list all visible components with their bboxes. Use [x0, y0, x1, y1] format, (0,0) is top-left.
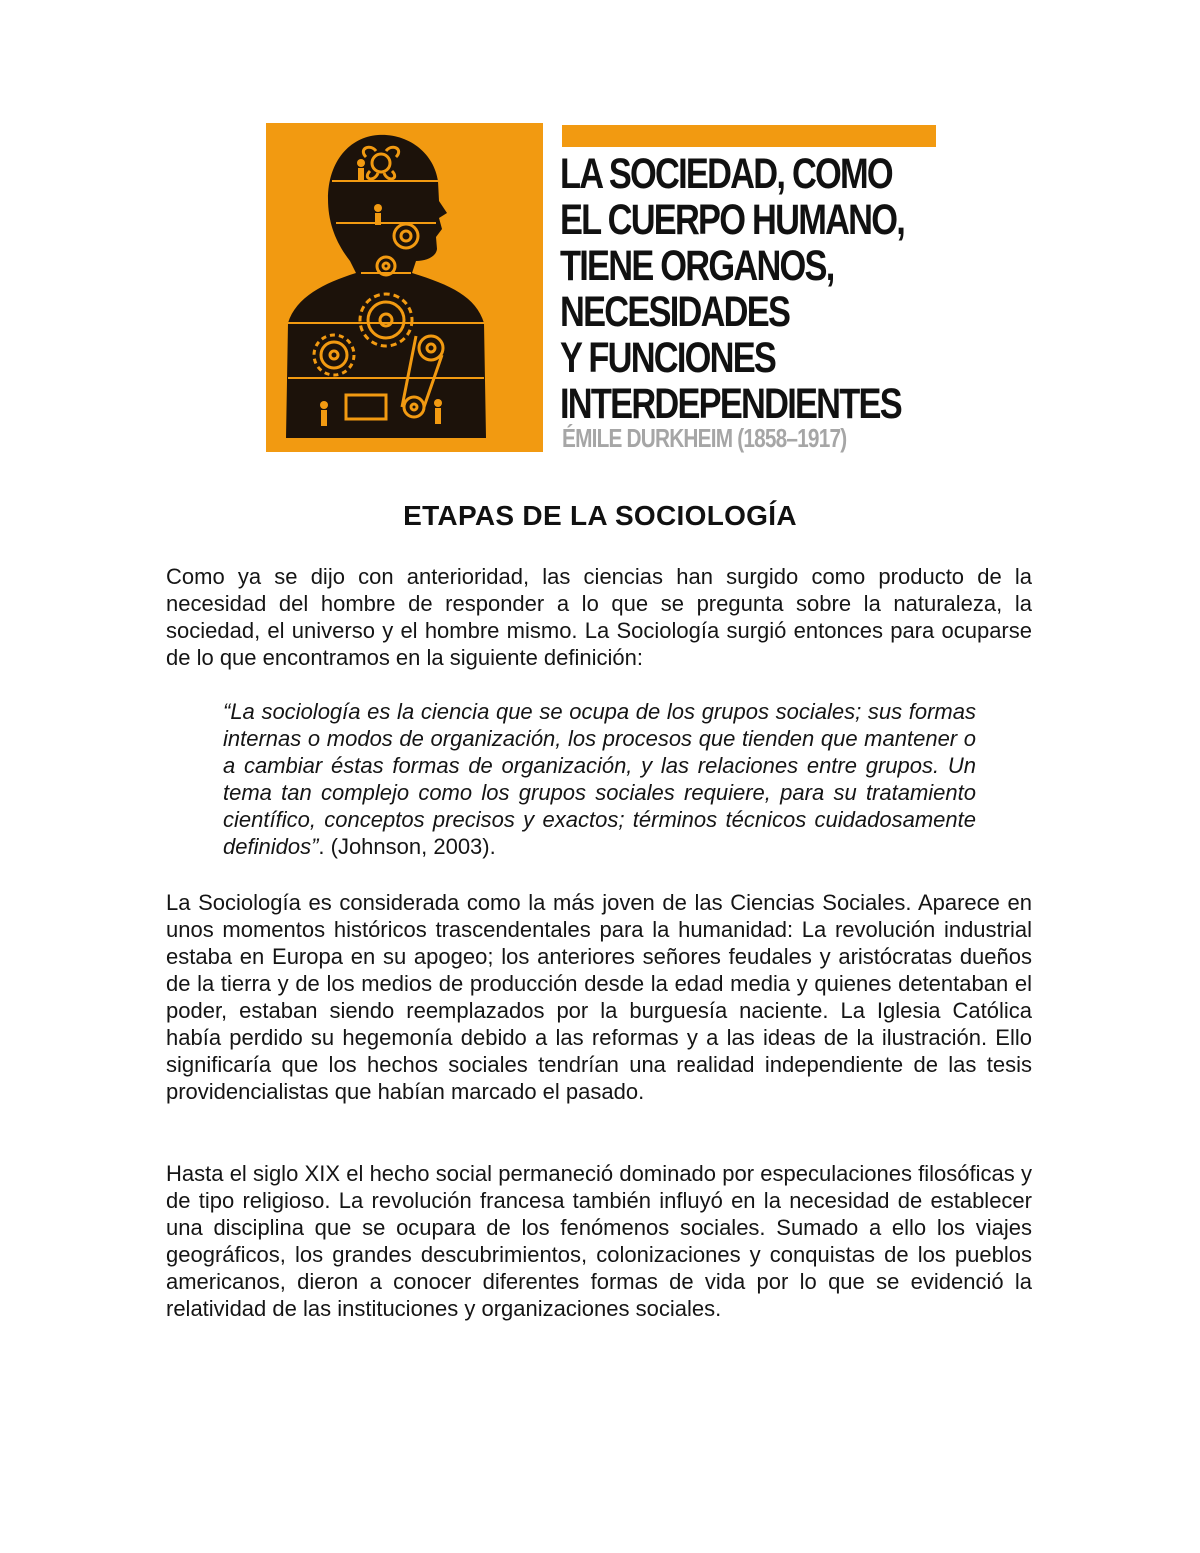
body-gears-illustration — [266, 123, 543, 452]
paragraph-intro: Como ya se dijo con anterioridad, las ciencias han surgido como producto de la necesidad del hombre de responder a lo que se pregunta sobre la naturaleza, la sociedad, el universo y el hombre mismo. La Sociología surgió entonces para ocuparse de lo que encontramos en la siguiente definición: — [166, 564, 1032, 670]
banner-title-line: NECESIDADES — [560, 288, 790, 336]
document-title: ETAPAS DE LA SOCIOLOGÍA — [403, 500, 797, 531]
human-silhouette-icon — [266, 123, 543, 452]
paragraph-history: La Sociología es considerada como la más joven de las Ciencias Sociales. Aparece en unos momentos históricos trascendentales para la humanidad: La revolución industrial estaba en Europa en su apogeo; los anteriores señores feudales y aristócratas dueños de la tierra y de los medios de producción desde la edad media y quienes detentaban el poder, estaban siendo reemplazados por la burguesía naciente. La Iglesia Católica había perdido su hegemonía debido a las reformas y a las ideas de la ilustración. Ello significaría que los hechos sociales tendrían una realidad independiente de las tesis providencialistas que habían marcado el pasado. — [166, 890, 1032, 1104]
definition-quote — [223, 698, 976, 860]
banner-title-line: Y FUNCIONES — [560, 334, 776, 382]
quote-citation: . (Johnson, 2003). — [318, 834, 496, 859]
banner-title-line: EL CUERPO HUMANO, — [560, 196, 905, 244]
banner-accent-bar — [562, 125, 936, 147]
quote-text: “La sociología es la ciencia que se ocupa de los grupos sociales; sus formas internas o modos de organización, los procesos que tienden que mantener o a cambiar éstas formas de organización, y las relaciones entre grupos. Un tema tan complejo como los grupos sociales requiere, para su tratamiento científico, conceptos precisos y exactos; términos técnicos cuidadosamente definidos” — [223, 699, 976, 859]
banner-title — [560, 150, 905, 428]
banner-title-line: LA SOCIEDAD, COMO — [560, 150, 892, 198]
paragraph-nineteenth-century: Hasta el siglo XIX el hecho social permaneció dominado por especulaciones filosóficas y de tipo religioso. La revolución francesa también influyó en la necesidad de establecer una disciplina que se ocupara de los fenómenos sociales. Sumado a ello los viajes geográficos, los grandes descubrimientos, colonizaciones y conquistas de los pueblos americanos, dieron a conocer diferentes formas de vida por lo que se evidenció la relatividad de las instituciones y organizaciones sociales. — [166, 1161, 1032, 1321]
banner-author: ÉMILE DURKHEIM (1858–1917) — [562, 423, 847, 453]
banner-title-line: INTERDEPENDIENTES — [560, 380, 901, 428]
banner-title-line: TIENE ORGANOS, — [560, 242, 834, 290]
durkheim-banner — [266, 123, 936, 455]
